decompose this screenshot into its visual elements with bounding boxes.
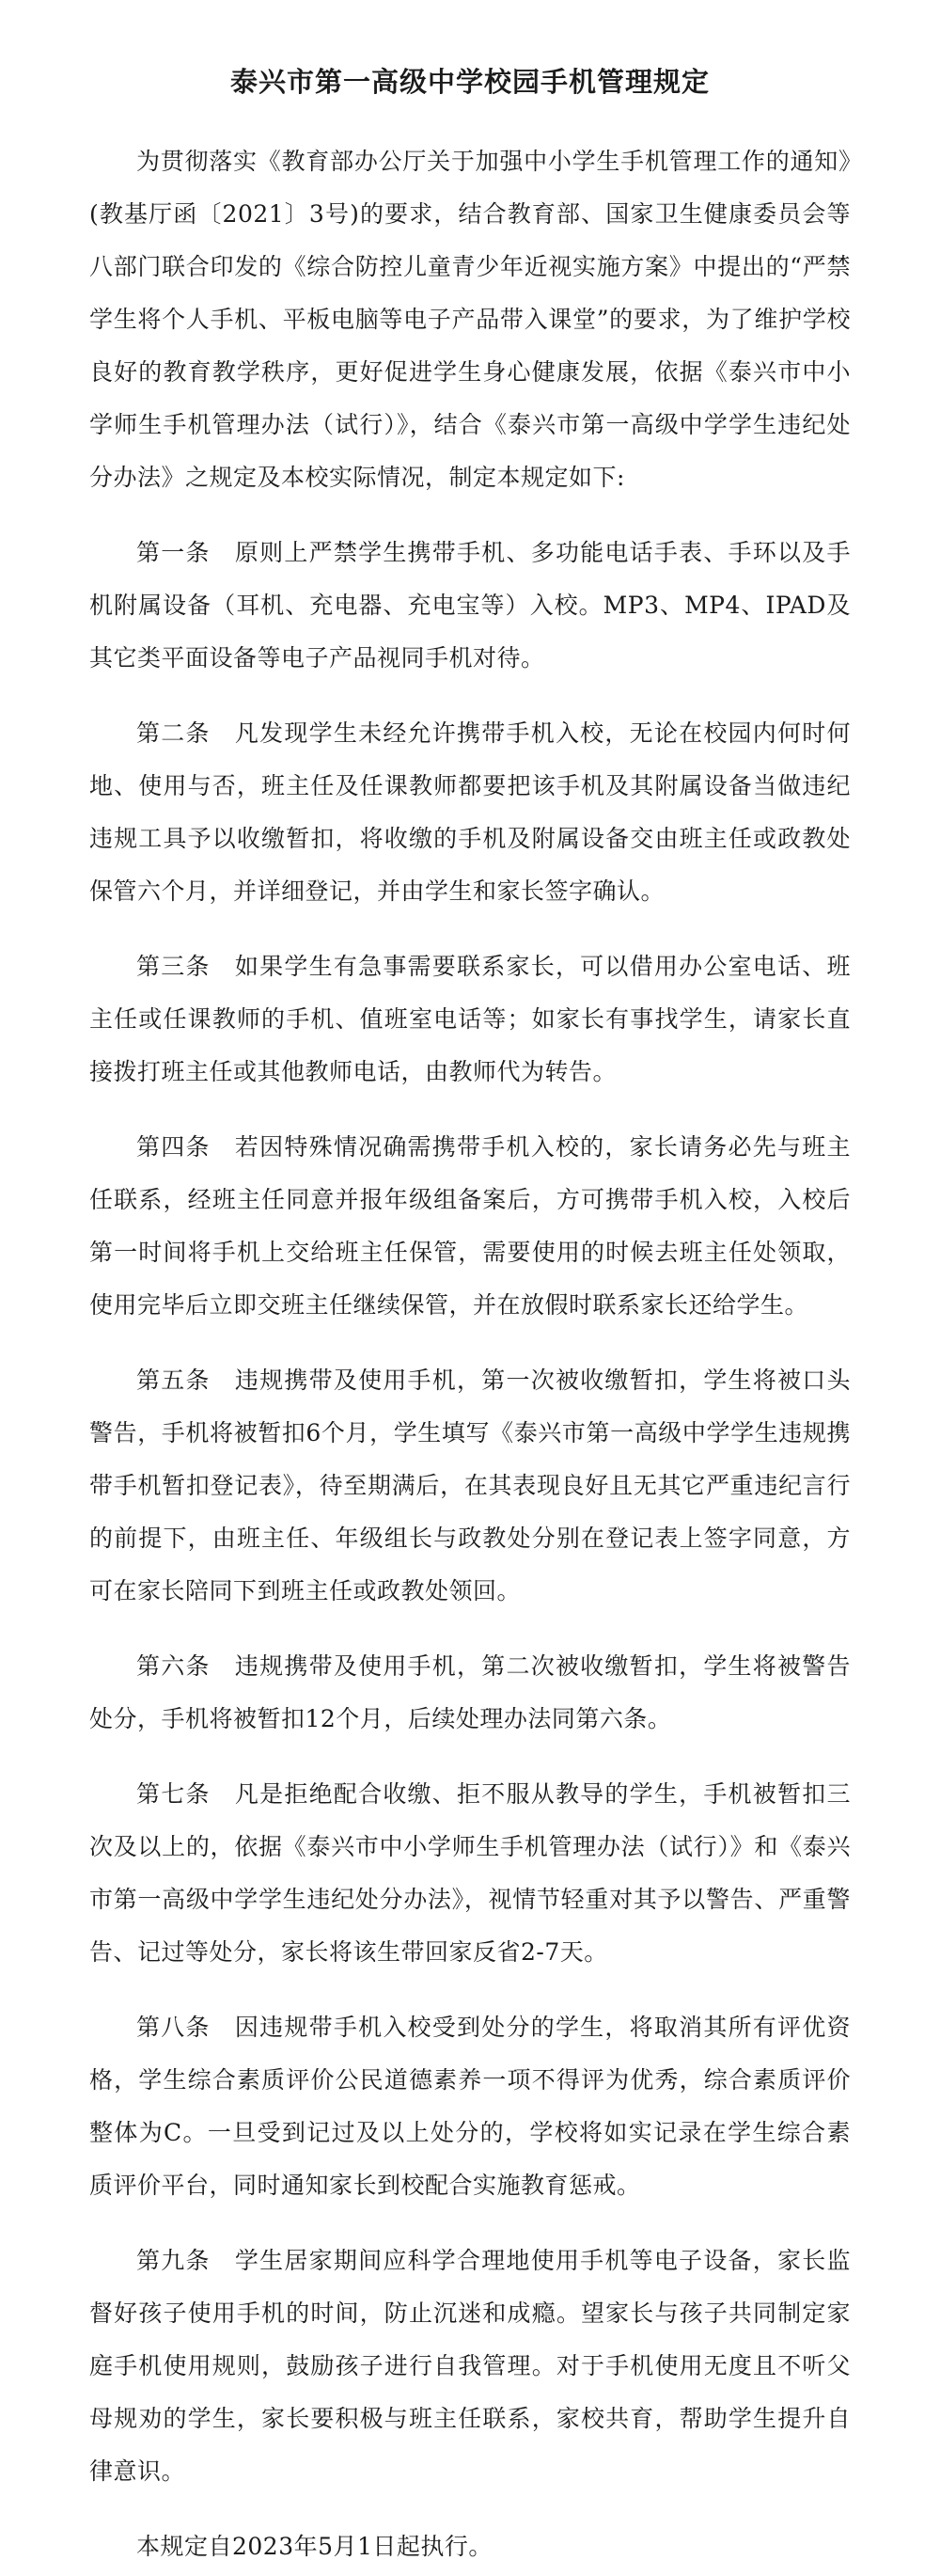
article-5: 第五条 违规携带及使用手机，第一次被收缴暂扣，学生将被口头警告，手机将被暂扣6个月，学生填写《泰兴市第一高级中学学生违规携带手机暂扣登记表》，待至期满后，在其表现良好且无其它严重违纪言行的前提下，由班主任、年级组长与政教处分别在登记表上签字同意，方可在家长陪同下到班主任或政教处领回。 <box>89 1367 851 1604</box>
article-4: 第四条 若因特殊情况确需携带手机入校的，家长请务必先与班主任联系，经班主任同意并报年级组备案后，方可携带手机入校，入校后第一时间将手机上交给班主任保管，需要使用的时候去班主任处领取，使用完毕后立即交班主任继续保管，并在放假时联系家长还给学生。 <box>89 1133 851 1319</box>
article-3: 第三条 如果学生有急事需要联系家长，可以借用办公室电话、班主任或任课教师的手机、值班室电话等；如家长有事找学生，请家长直接拨打班主任或其他教师电话，由教师代为转告。 <box>89 953 851 1085</box>
intro-paragraph: 为贯彻落实《教育部办公厅关于加强中小学生手机管理工作的通知》(教基厅函〔2021〕3号)的要求，结合教育部、国家卫生健康委员会等八部门联合印发的《综合防控儿童青少年近视实施方案》中提出的“严禁学生将个人手机、平板电脑等电子产品带入课堂”的要求，为了维护学校良好的教育教学秩序，更好促进学生身心健康发展，依据《泰兴市中小学师生手机管理办法（试行）》，结合《泰兴市第一高级中学学生违纪处分办法》之规定及本校实际情况，制定本规定如下: <box>89 148 851 491</box>
article-1: 第一条 原则上严禁学生携带手机、多功能电话手表、手环以及手机附属设备（耳机、充电器、充电宝等）入校。MP3、MP4、IPAD及其它类平面设备等电子产品视同手机对待。 <box>89 539 851 672</box>
article-8: 第八条 因违规带手机入校受到处分的学生，将取消其所有评优资格，学生综合素质评价公民道德素养一项不得评为优秀，综合素质评价整体为C。一旦受到记过及以上处分的，学校将如实记录在学生综合素质评价平台，同时通知家长到校配合实施教育惩戒。 <box>89 2014 851 2199</box>
document-title: 泰兴市第一高级中学校园手机管理规定 <box>229 66 710 98</box>
article-9: 第九条 学生居家期间应科学合理地使用手机等电子设备，家长监督好孩子使用手机的时间，防止沉迷和成瘾。望家长与孩子共同制定家庭手机使用规则，鼓励孩子进行自我管理。对于手机使用无度且不听父母规劝的学生，家长要积极与班主任联系，家校共育，帮助学生提升自律意识。 <box>89 2247 851 2485</box>
article-2: 第二条 凡发现学生未经允许携带手机入校，无论在校园内何时何地、使用与否，班主任及任课教师都要把该手机及其附属设备当做违纪违规工具予以收缴暂扣，将收缴的手机及附属设备交由班主任或政教处保管六个月，并详细登记，并由学生和家长签字确认。 <box>89 719 851 905</box>
effective-date-statement: 本规定自2023年5月1日起执行。 <box>136 2533 493 2560</box>
article-7: 第七条 凡是拒绝配合收缴、拒不服从教导的学生，手机被暂扣三次及以上的，依据《泰兴市中小学师生手机管理办法（试行）》和《泰兴市第一高级中学学生违纪处分办法》，视情节轻重对其予以警告、严重警告、记过等处分，家长将该生带回家反省2-7天。 <box>89 1780 851 1966</box>
article-6: 第六条 违规携带及使用手机，第二次被收缴暂扣，学生将被警告处分，手机将被暂扣12个月，后续处理办法同第六条。 <box>89 1652 851 1732</box>
